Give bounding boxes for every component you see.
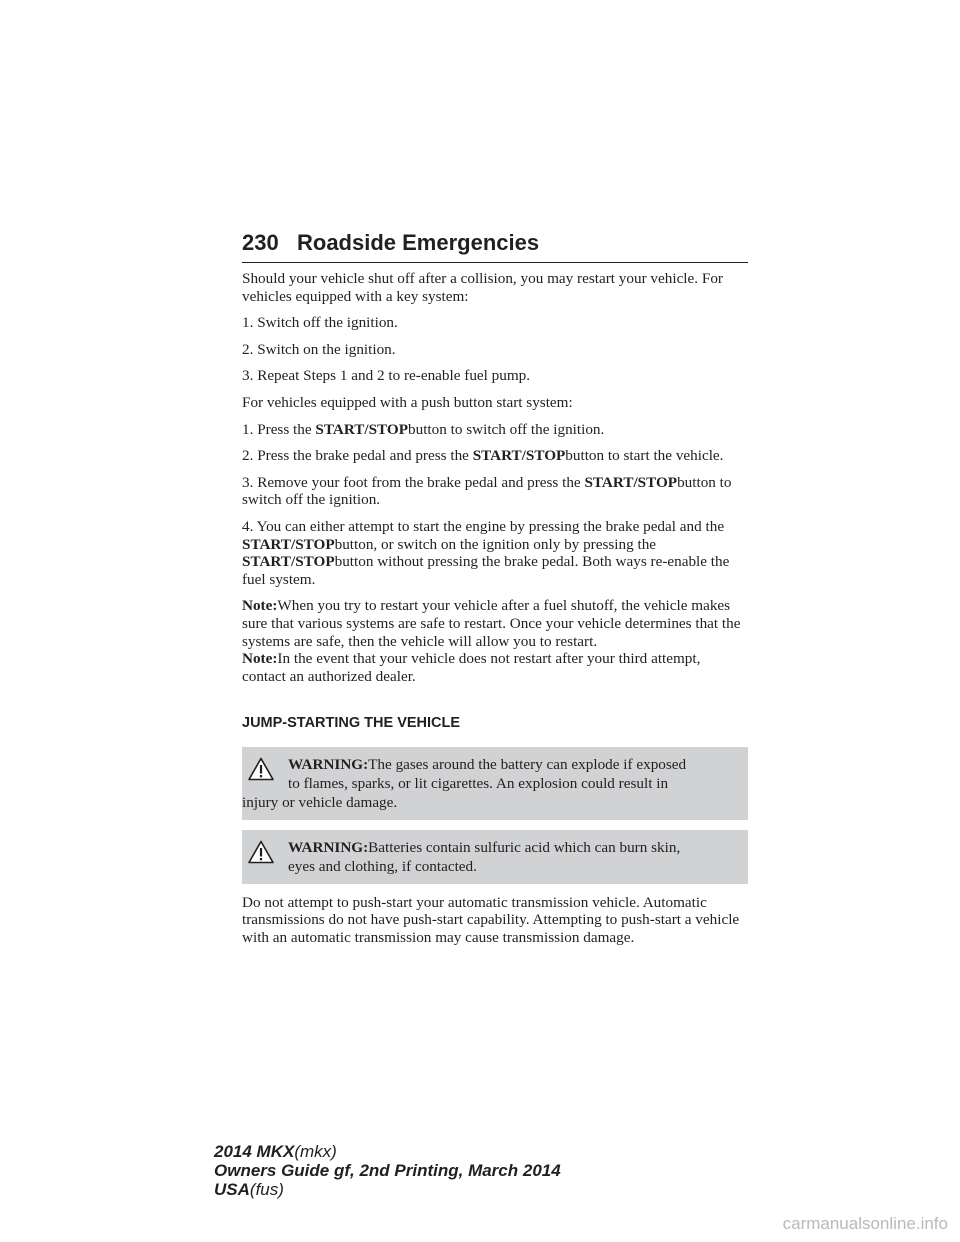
note-1: Note:When you try to restart your vehicle after a fuel shutoff, the vehicle makes sure that various systems are safe to restart. Once your vehicle determines that the systems are safe, then the vehicle will allow you to restart. xyxy=(242,597,741,650)
intro-paragraph: Should your vehicle shut off after a collision, you may restart your vehicle. For vehicles equipped with a key system: xyxy=(242,270,723,305)
document-footer xyxy=(214,1142,561,1199)
warning-triangle-icon xyxy=(248,757,274,781)
section-heading: JUMP-STARTING THE VEHICLE xyxy=(242,715,461,732)
closing-paragraph: Do not attempt to push-start your automatic transmission vehicle. Automatic transmissions do not have push-start capability. Attempting to push-start a vehicle with an automatic transmission may cause transmission damage. xyxy=(242,893,740,947)
footer-line-3: USA(fus) xyxy=(214,1180,284,1199)
page-header xyxy=(242,228,748,263)
watermark: carmanualsonline.info xyxy=(782,1214,948,1233)
warning-box-1: WARNING:The gases around the battery can explode if exposed to flames, sparks, or lit cigarettes. An explosion could result in injury or vehicle damage. xyxy=(242,747,748,820)
push-step-2: 2. Press the brake pedal and press the START/STOPbutton to start the vehicle. xyxy=(242,447,724,465)
warning-label: WARNING: xyxy=(288,838,369,856)
push-step-4: 4. You can either attempt to start the engine by pressing the brake pedal and the START/STOPbutton, or switch on the ignition only by pressing the START/STOPbutton without pressing the brake pedal. Both ways re-enable the fuel system. xyxy=(242,517,730,588)
warning-label: WARNING: xyxy=(288,755,369,773)
warning-box-2: WARNING:Batteries contain sulfuric acid which can burn skin, eyes and clothing, if contacted. xyxy=(242,830,748,884)
page-content xyxy=(242,270,748,956)
note-2: Note:In the event that your vehicle does not restart after your third attempt, contact an authorized dealer. xyxy=(242,650,701,685)
push-step-3: 3. Remove your foot from the brake pedal and press the START/STOPbutton to switch off the ignition. xyxy=(242,473,732,509)
footer-line-1: 2014 MKX(mkx) xyxy=(214,1142,337,1161)
key-step-2: 2. Switch on the ignition. xyxy=(242,340,396,358)
page-number: 230 xyxy=(242,230,279,255)
push-intro: For vehicles equipped with a push button start system: xyxy=(242,393,573,411)
warning-triangle-icon xyxy=(248,840,274,864)
key-step-3: 3. Repeat Steps 1 and 2 to re-enable fuel pump. xyxy=(242,367,531,385)
footer-line-2: Owners Guide gf, 2nd Printing, March 2014 xyxy=(214,1161,561,1180)
page-title: Roadside Emergencies xyxy=(297,230,540,255)
key-step-1: 1. Switch off the ignition. xyxy=(242,314,398,332)
push-step-1: 1. Press the START/STOPbutton to switch off the ignition. xyxy=(242,420,605,438)
